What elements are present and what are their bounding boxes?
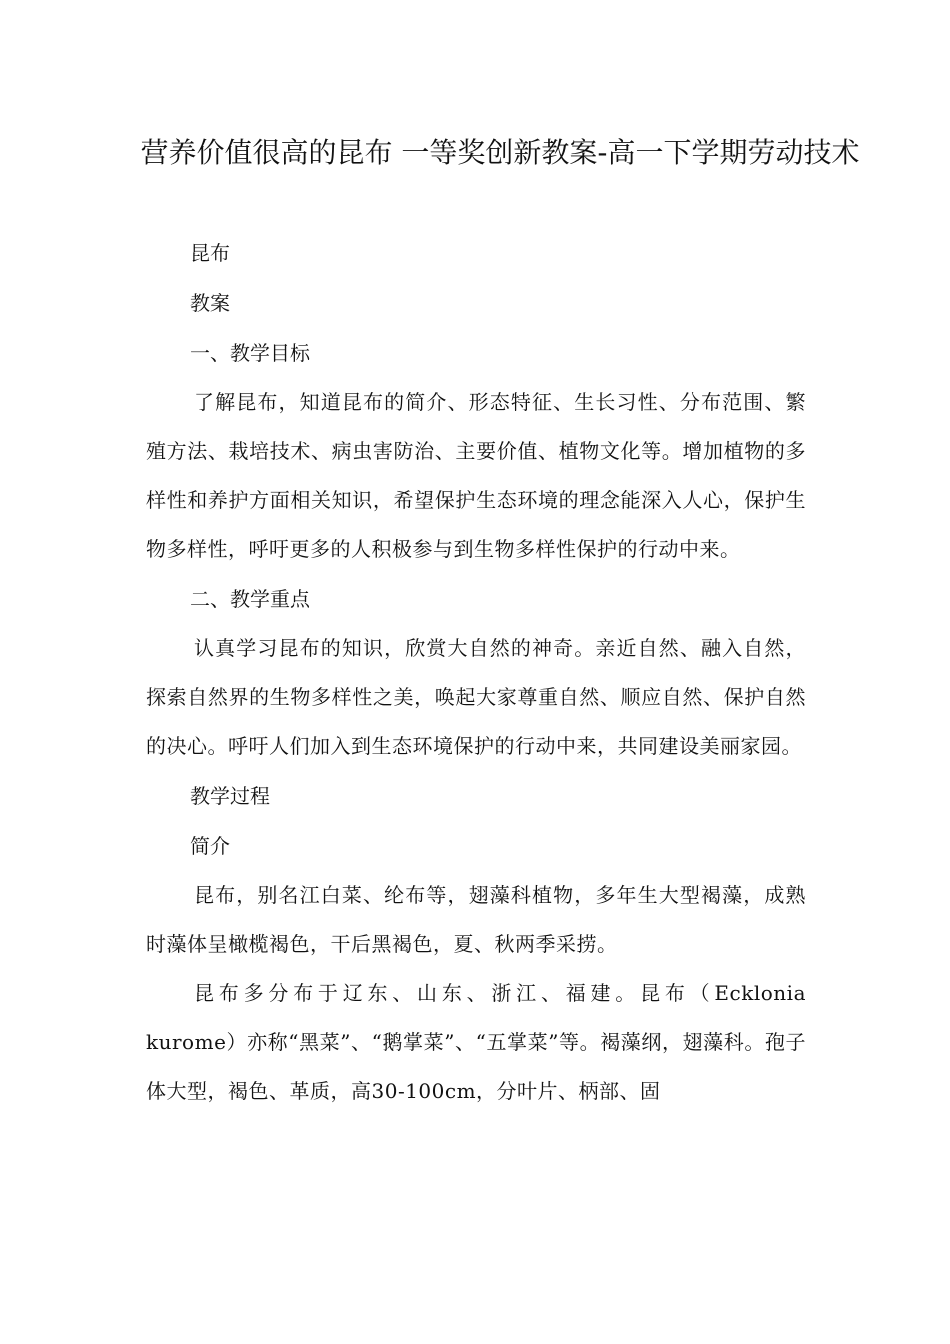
section-heading: 昆布 bbox=[190, 241, 230, 265]
section-heading: 一、教学目标 bbox=[190, 341, 310, 365]
paragraph: 了解昆布，知道昆布的简介、形态特征、生长习性、分布范围、繁殖方法、栽培技术、病虫害防治、主要价值、植物文化等。增加植物的多样性和养护方面相关知识，希望保护生态环境的理念能深入人心，保护生物多样性，呼吁更多的人积极参与到生物多样性保护的行动中来。 bbox=[146, 390, 806, 561]
document-title: 营养价值很高的昆布 一等奖创新教案-高一下学期劳动技术 bbox=[140, 136, 860, 169]
paragraph: 昆布，别名江白菜、纶布等，翅藻科植物，多年生大型褐藻，成熟时藻体呈橄榄褐色，干后黑褐色，夏、秋两季采捞。 bbox=[146, 883, 806, 956]
section-heading: 二、教学重点 bbox=[190, 587, 310, 611]
paragraph: 认真学习昆布的知识，欣赏大自然的神奇。亲近自然、融入自然，探索自然界的生物多样性之美，唤起大家尊重自然、顺应自然、保护自然的决心。呼吁人们加入到生态环境保护的行动中来，共同建设美丽家园。 bbox=[146, 636, 806, 758]
section-heading: 教案 bbox=[190, 291, 230, 315]
paragraph: 昆布多分布于辽东、山东、浙江、福建。昆布（Ecklonia kurome）亦称“黑菜”、“鹅掌菜”、“五掌菜”等。褐藻纲，翅藻科。孢子体大型，褐色、革质，高30-100cm，分叶片、柄部、固 bbox=[146, 981, 806, 1103]
document-body bbox=[146, 228, 806, 1116]
section-heading: 教学过程 bbox=[190, 784, 270, 808]
section-heading: 简介 bbox=[190, 834, 230, 858]
